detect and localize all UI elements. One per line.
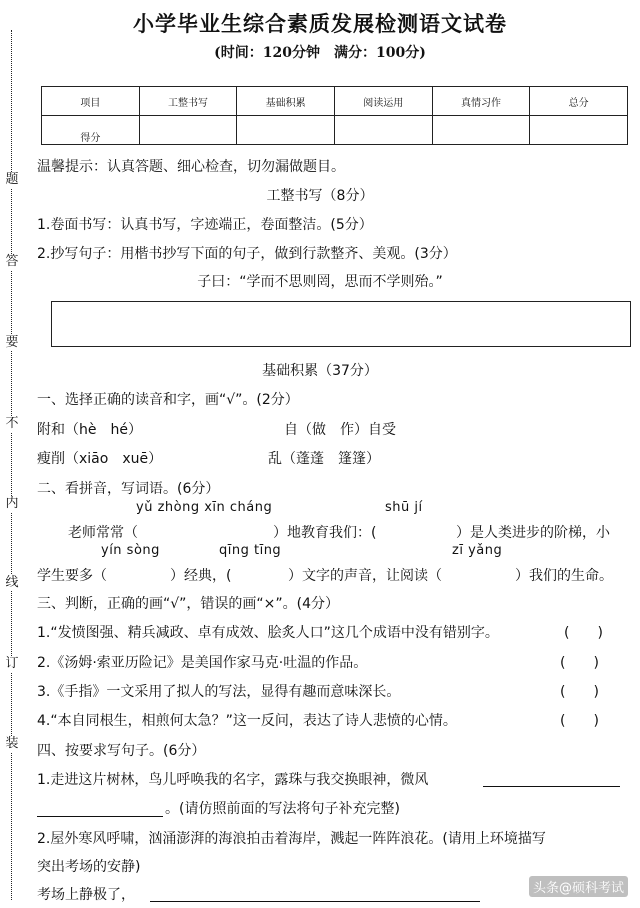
binding-char: 题 (5, 172, 19, 187)
fill-line-text: ）是人类进步的阶梯，小 (456, 525, 610, 541)
choice-item[interactable]: 自（做 作）自受 (284, 422, 396, 438)
score-cell[interactable] (139, 116, 237, 145)
tip-text: 温馨提示：认真答题、细心检查，切勿漏做题目。 (37, 159, 345, 175)
score-table-score-row (42, 116, 628, 145)
pinyin-text: yín sòng (101, 543, 160, 558)
question-text: 突出考场的安静) (37, 859, 141, 875)
fill-line-text: ）我们的生命。 (515, 568, 613, 584)
score-header-cell: 工整书写 (139, 87, 237, 116)
copy-writing-box[interactable] (51, 301, 631, 347)
binding-char: 订 (5, 656, 19, 671)
binding-char: 答 (5, 254, 19, 269)
judgement-item: 3.《手指》一文采用了拟人的写法，显得有趣而意味深长。 (37, 684, 401, 700)
pinyin-text: shū jí (385, 500, 423, 515)
score-row-label: 得分 (42, 116, 140, 145)
fill-line-text: 学生要多（ (37, 568, 107, 584)
exam-subtitle: (时间：120分钟 满分：100分) (214, 45, 426, 61)
question-text: 2.抄写句子：用楷书抄写下面的句子，做到行款整齐、美观。(3分） (37, 246, 457, 262)
score-header-cell: 项目 (42, 87, 140, 116)
part-title: 四、按要求写句子。(6分） (37, 743, 206, 759)
score-cell[interactable] (432, 116, 530, 145)
judgement-item: 1.“发愤图强、精兵减政、卓有成效、脍炙人口”这几个成语中没有错别字。 (37, 625, 499, 641)
choice-item[interactable]: 乱（蓬蓬 篷篷） (268, 451, 380, 467)
question-text: 1.走进这片树林，鸟儿呼唤我的名字，露珠与我交换眼神，微风 (37, 772, 429, 788)
score-table (41, 86, 628, 145)
binding-char: 要 (5, 335, 19, 350)
section-heading-writing: 工整书写（8分） (266, 188, 374, 204)
score-cell[interactable] (334, 116, 432, 145)
score-header-cell: 真情习作 (432, 87, 530, 116)
binding-char: 不 (5, 416, 19, 431)
question-text: 考场上静极了， (37, 887, 135, 903)
pinyin-text: qīng tīng (219, 543, 282, 558)
question-text: 1.卷面书写：认真书写，字迹端正，卷面整洁。(5分） (37, 217, 373, 233)
judgement-bracket[interactable]: ( ) (560, 713, 599, 729)
score-table-header-row (42, 87, 628, 116)
exam-title: 小学毕业生综合素质发展检测语文试卷 (133, 11, 507, 36)
binding-char: 装 (5, 736, 19, 751)
binding-char: 线 (5, 575, 19, 590)
pinyin-text: zī yǎng (452, 543, 503, 558)
fill-line-text: 老师常常（ (68, 525, 138, 541)
question-text: 。(请仿照前面的写法将句子补充完整) (165, 801, 400, 817)
binding-dotted-line (11, 30, 12, 900)
answer-blank[interactable] (150, 884, 480, 902)
score-cell[interactable] (530, 116, 628, 145)
pinyin-text: yǔ zhòng xīn cháng (136, 500, 273, 515)
judgement-item: 4.“本自同根生，相煎何太急？”这一反问，表达了诗人悲愤的心情。 (37, 713, 457, 729)
score-header-cell: 总分 (530, 87, 628, 116)
fill-line-text: ）文字的声音，让阅读（ (288, 568, 442, 584)
choice-item[interactable]: 瘦削（xiāo xuē） (37, 451, 163, 467)
part-title: 二、看拼音，写词语。(6分） (37, 481, 220, 497)
section-heading-basics: 基础积累（37分） (262, 363, 378, 379)
score-cell[interactable] (237, 116, 335, 145)
watermark: 头条@硕科考试 (529, 876, 628, 897)
part-title: 一、选择正确的读音和字，画“√”。(2分） (37, 392, 299, 408)
question-text: 2.屋外寒风呼啸，汹涌澎湃的海浪拍击着海岸，溅起一阵阵浪花。(请用上环境描写 (37, 831, 546, 847)
part-title: 三、判断，正确的画“√”，错误的画“×”。(4分） (37, 596, 340, 612)
answer-blank[interactable] (37, 798, 163, 817)
judgement-bracket[interactable]: ( ) (560, 655, 599, 671)
judgement-bracket[interactable]: ( ) (564, 625, 603, 641)
score-header-cell: 基础积累 (237, 87, 335, 116)
quote-text: 子曰：“学而不思则罔，思而不学则殆。” (197, 274, 443, 290)
judgement-bracket[interactable]: ( ) (560, 684, 599, 700)
judgement-item: 2.《汤姆·索亚历险记》是美国作家马克·吐温的作品。 (37, 655, 368, 671)
fill-line-text: ）经典，( (170, 568, 232, 584)
fill-line-text: ）地教育我们：( (273, 525, 377, 541)
choice-item[interactable]: 附和（hè hé） (37, 422, 142, 438)
binding-char: 内 (5, 496, 19, 511)
score-header-cell: 阅读运用 (334, 87, 432, 116)
answer-blank[interactable] (483, 768, 620, 787)
